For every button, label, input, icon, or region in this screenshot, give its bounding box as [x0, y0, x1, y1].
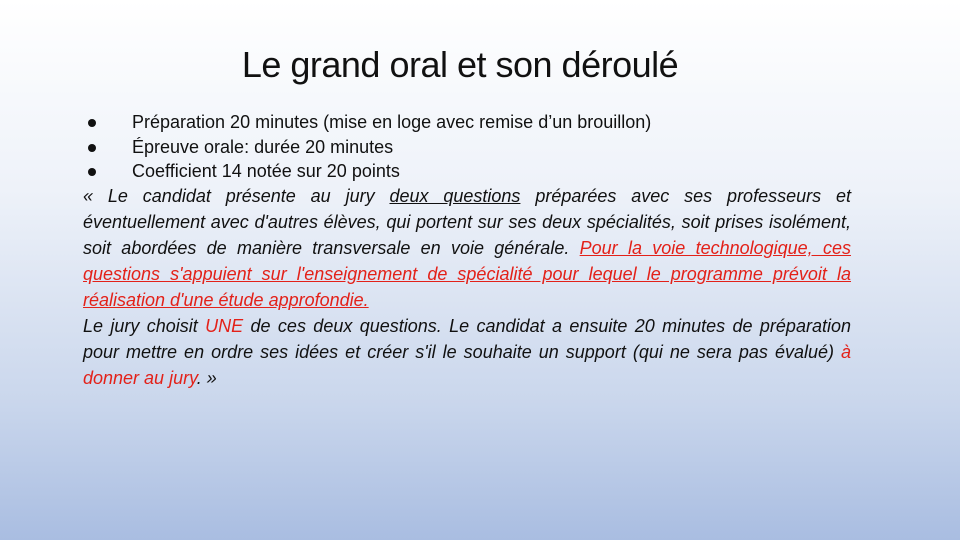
- bullet-item: [88, 159, 848, 184]
- bullet-dot-icon: [88, 119, 96, 127]
- quote-p2-end: . »: [196, 368, 217, 388]
- quote-paragraph-2: [83, 313, 851, 391]
- bullet-dot-icon: [88, 144, 96, 152]
- bullet-dot-icon: [88, 168, 96, 176]
- quote-block: [83, 183, 851, 391]
- quote-p2-middle: de ces deux questions. Le candidat a ensuite 20 minutes de préparation pour mettre en ordre ses idées et créer s'il le souhaite un support (qui ne sera pas évalué): [83, 316, 851, 362]
- quote-highlight-une: UNE: [205, 316, 244, 336]
- slide-title: Le grand oral et son déroulé: [241, 44, 679, 85]
- quote-paragraph-1: [83, 183, 851, 313]
- bullet-text: Épreuve orale: durée 20 minutes: [132, 136, 394, 157]
- bullet-text: Coefficient 14 notée sur 20 points: [132, 161, 400, 181]
- quote-highlight-jury: à donner au jury: [83, 342, 851, 388]
- bullet-item: [88, 110, 848, 135]
- bullet-list: [88, 110, 848, 184]
- quote-technological-note: Pour la voie technologique, ces questions s'appuient sur l'enseignement de spécialité pour lequel le programme prévoit la réalisation d'une étude approfondie.: [83, 238, 851, 310]
- quote-underlined: deux questions: [389, 186, 521, 206]
- quote-body: préparées avec ses professeurs et éventuellement avec d'autres élèves, qui portent sur ses deux spécialités, soit prises isolément, soit abordées de manière transversale en voie générale.: [83, 186, 851, 258]
- quote-p2-start: Le jury choisit: [83, 316, 206, 336]
- bullet-item: [88, 135, 848, 160]
- bullet-text: Préparation 20 minutes (mise en loge avec remise d’un brouillon): [132, 112, 652, 132]
- quote-intro: « Le candidat présente au jury: [83, 186, 390, 206]
